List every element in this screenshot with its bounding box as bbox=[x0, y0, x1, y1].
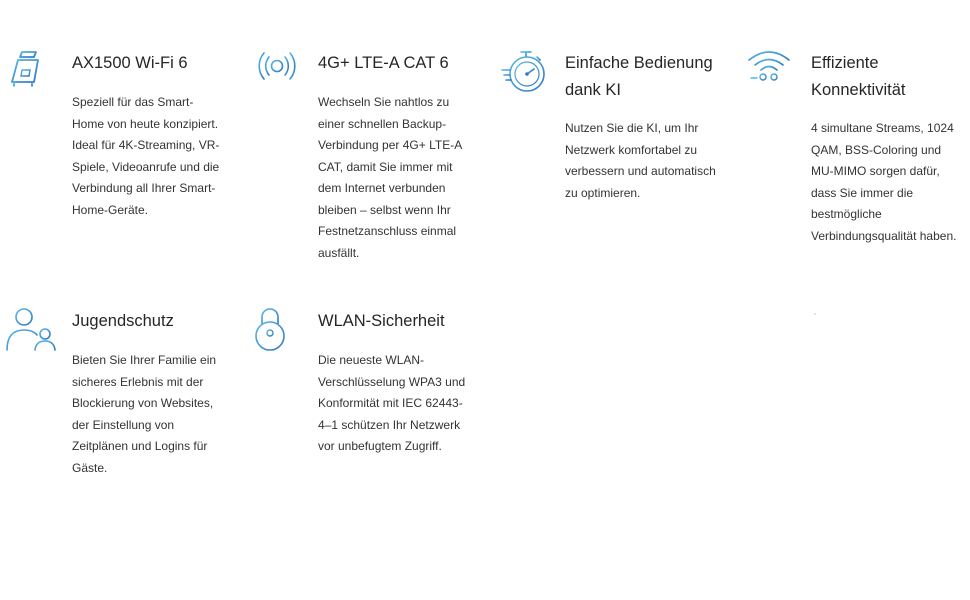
feature-description: Speziell für das Smart-Home von heute konzipiert. Ideal für 4K-Streaming, VR-Spiele, Videoanrufe und die Verbindung all Ihrer Smart-Home-Geräte. bbox=[72, 95, 220, 217]
padlock-icon bbox=[254, 306, 286, 352]
antenna-signal-icon bbox=[254, 48, 300, 96]
feature-description: Nutzen Sie die KI, um Ihr Netzwerk komfortabel zu verbessern und automatisch zu optimieren. bbox=[565, 121, 716, 200]
feature-description: Bieten Sie Ihrer Familie ein sicheres Erlebnis mit der Blockierung von Websites, der Einstellung von Zeitplänen und Logins für Gäste. bbox=[72, 353, 217, 475]
feature-title: Jugendschutz bbox=[72, 312, 174, 330]
feature-title: Effiziente Konnektivität bbox=[811, 54, 906, 99]
stopwatch-icon bbox=[501, 48, 549, 96]
feature-description: Wechseln Sie nahtlos zu einer schnellen Backup-Verbindung per 4G+ LTE-A CAT, damit Sie immer mit dem Internet verbunden bleiben – selbst wenn Ihr Festnetzanschluss einmal ausfällt. bbox=[318, 95, 462, 260]
wifi-devices-icon bbox=[747, 48, 793, 84]
decorative-dot bbox=[814, 313, 816, 315]
feature-description: Die neueste WLAN-Verschlüsselung WPA3 und Konformität mit IEC 62443-4–1 schützen Ihr Netzwerk vor unbefugtem Zugriff. bbox=[318, 353, 466, 453]
feature-description: 4 simultane Streams, 1024 QAM, BSS-Coloring und MU-MIMO sorgen dafür, dass Sie immer die bestmögliche Verbindungsqualität haben. bbox=[811, 121, 957, 243]
feature-title: AX1500 Wi-Fi 6 bbox=[72, 54, 188, 72]
feature-title: Einfache Bedienung dank KI bbox=[565, 54, 713, 99]
feature-title: 4G+ LTE-A CAT 6 bbox=[318, 54, 449, 72]
feature-title: WLAN-Sicherheit bbox=[318, 312, 445, 330]
parent-child-icon bbox=[6, 306, 56, 352]
router-icon bbox=[8, 48, 44, 92]
